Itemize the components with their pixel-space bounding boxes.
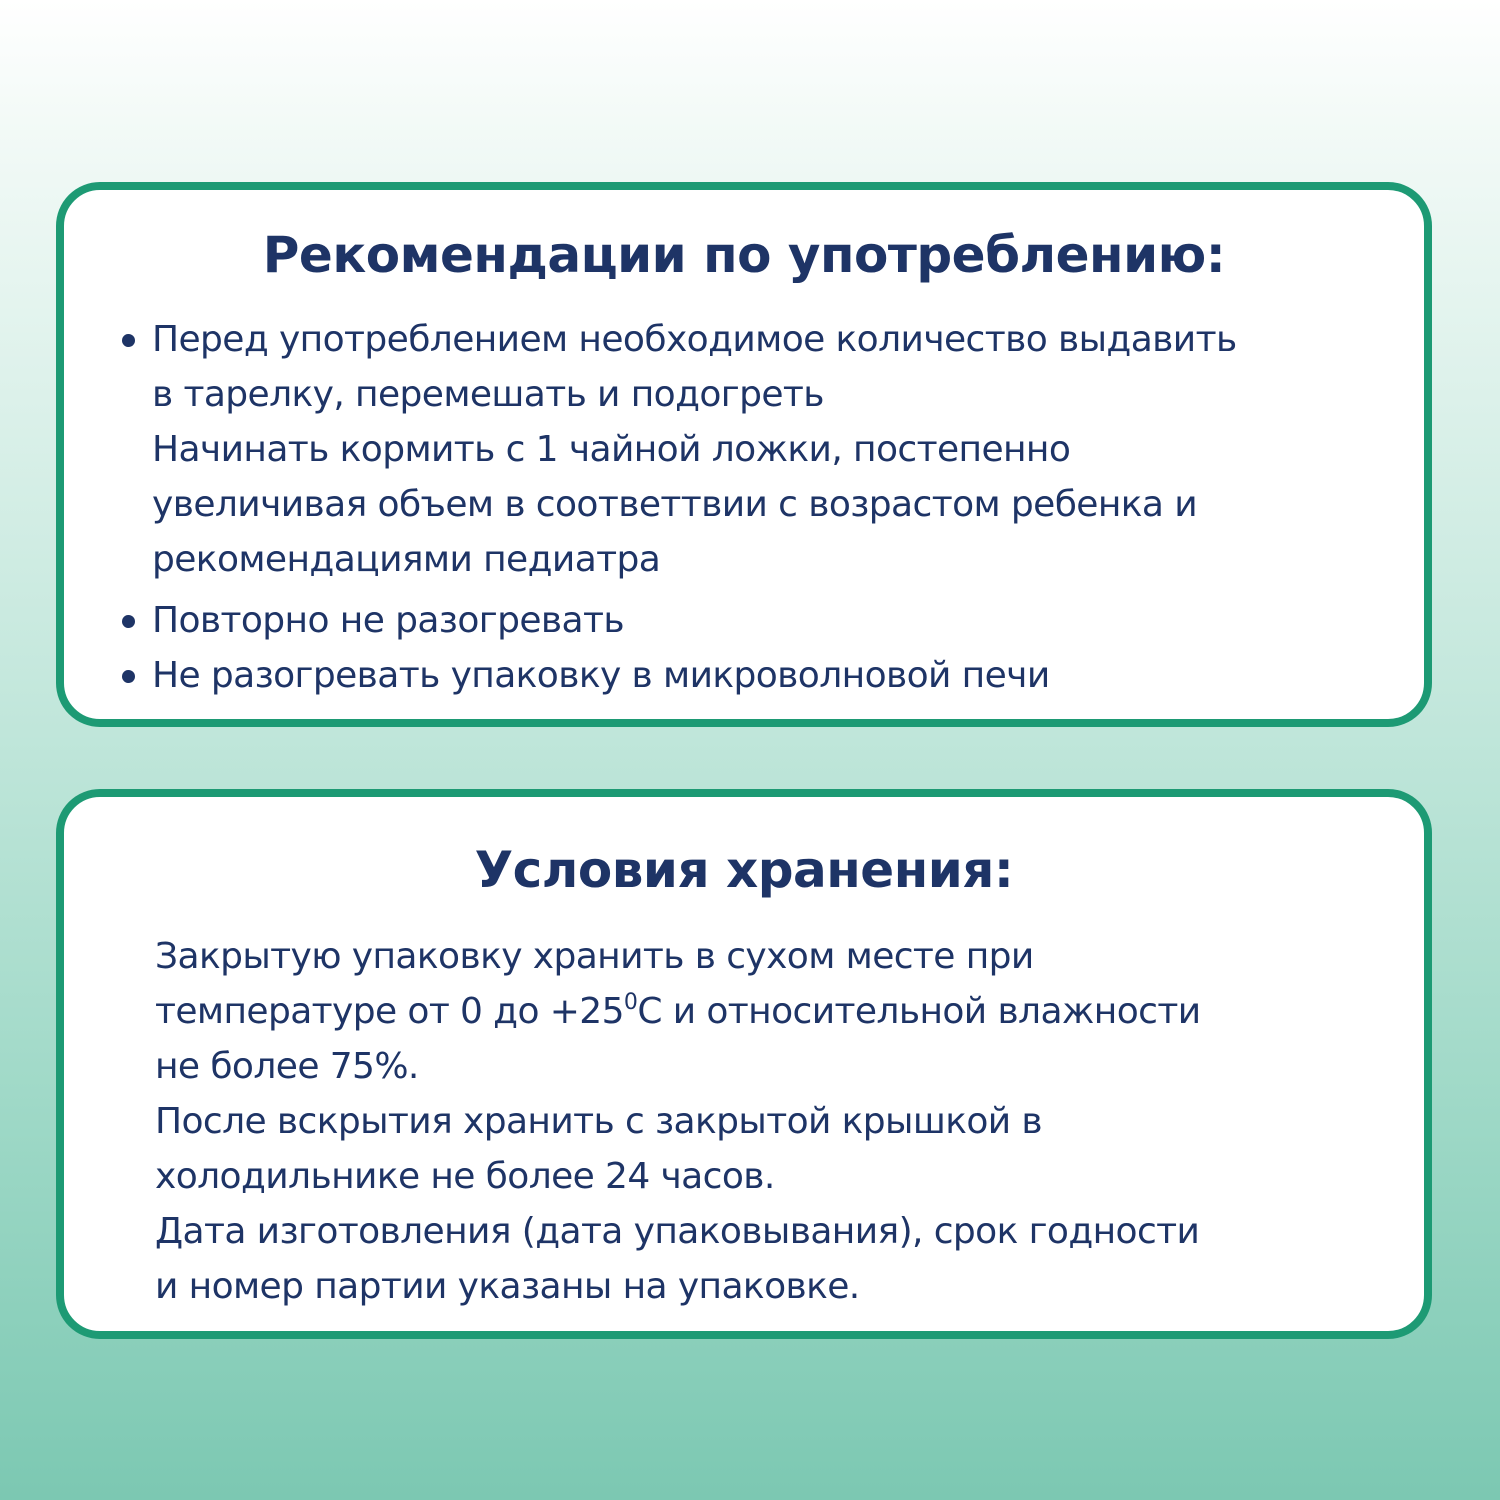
storage-humidity-text: С и относительной влажности	[637, 991, 1201, 1032]
storage-line: не более 75%.	[155, 1046, 419, 1087]
storage-title: Условия хранения:	[474, 841, 1014, 899]
list-item	[116, 593, 1237, 648]
storage-line: холодильнике не более 24 часов.	[155, 1156, 775, 1197]
usage-line: в тарелку, перемешать и подогреть	[152, 374, 824, 415]
storage-line: Закрытую упаковку хранить в сухом месте при	[155, 936, 1034, 977]
storage-text	[155, 929, 1201, 1314]
list-item	[116, 312, 1237, 587]
list-item	[116, 648, 1237, 703]
storage-conditions-card	[56, 789, 1432, 1339]
storage-line: Дата изготовления (дата упаковывания), срок годности	[155, 1211, 1200, 1252]
bullet-dot-icon	[122, 615, 135, 628]
usage-recommendations-card	[56, 182, 1432, 727]
storage-temp-text: температуре от 0 до +25	[155, 991, 624, 1032]
usage-line: Не разогревать упаковку в микроволновой печи	[152, 655, 1050, 696]
degree-sign: 0	[623, 990, 638, 1015]
usage-line: рекомендациями педиатра	[152, 539, 661, 580]
usage-line: Перед употреблением необходимое количество выдавить	[152, 319, 1237, 360]
usage-line: Повторно не разогревать	[152, 600, 624, 641]
storage-line: и номер партии указаны на упаковке.	[155, 1266, 860, 1307]
usage-title: Рекомендации по употреблению:	[262, 226, 1226, 284]
usage-list	[116, 312, 1237, 703]
storage-line	[155, 984, 1201, 1039]
usage-line: Начинать кормить с 1 чайной ложки, постепенно	[152, 429, 1071, 470]
storage-line: После вскрытия хранить с закрытой крышкой в	[155, 1101, 1043, 1142]
bullet-dot-icon	[122, 334, 135, 347]
usage-line: увеличивая объем в соответтвии с возрастом ребенка и	[152, 484, 1198, 525]
bullet-dot-icon	[122, 670, 135, 683]
